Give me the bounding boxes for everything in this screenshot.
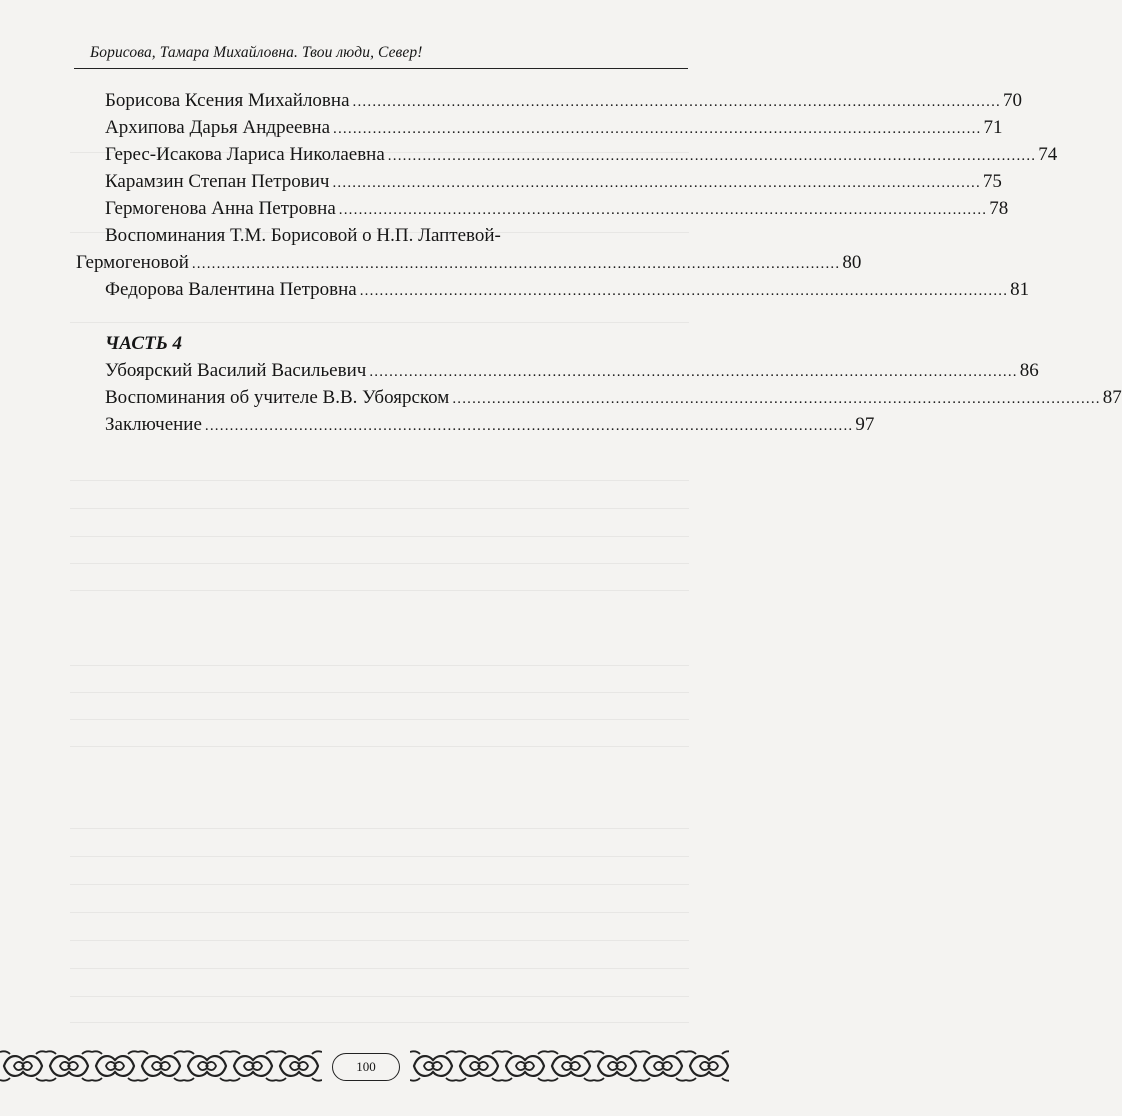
bleed-through-line <box>70 746 689 747</box>
toc-entry[interactable] <box>105 169 1002 195</box>
bleed-through-line <box>70 940 689 941</box>
bleed-through-line <box>70 692 689 693</box>
header-rule <box>74 68 688 69</box>
toc-entry-page: 75 <box>982 171 1002 192</box>
toc-entry[interactable] <box>105 88 1022 114</box>
toc-leader-dots: ................................................................................................................................... <box>352 94 1001 110</box>
toc-entry-page: 81 <box>1010 279 1030 300</box>
bleed-through-line <box>70 856 689 857</box>
toc-leader-dots: ................................................................................................................................... <box>338 202 988 218</box>
toc-entry-title: Архипова Дарья Андреевна <box>105 117 331 138</box>
toc-entry-wrapped-line1[interactable]: Воспоминания Т.М. Борисовой о Н.П. Лаптевой- <box>105 225 501 246</box>
toc-entry-title: Убоярский Василий Васильевич <box>105 360 367 381</box>
bleed-through-line <box>70 563 689 564</box>
bleed-through-line <box>70 828 689 829</box>
toc-entry[interactable] <box>105 115 1003 141</box>
page-number: 100 <box>356 1059 376 1074</box>
toc-entry[interactable] <box>105 196 1009 222</box>
toc-entry[interactable] <box>105 277 1030 303</box>
bleed-through-line <box>70 968 689 969</box>
toc-entry-page: 78 <box>989 198 1009 219</box>
toc-entry-title: Федорова Валентина Петровна <box>105 279 357 300</box>
toc-entry-title: Борисова Ксения Михайловна <box>105 90 350 111</box>
toc-entry-page: 86 <box>1019 360 1039 381</box>
toc-leader-dots: ................................................................................................................................... <box>452 391 1101 407</box>
toc-entry-page: 70 <box>1002 90 1022 111</box>
toc-leader-dots: ................................................................................................................................... <box>333 121 982 137</box>
toc-leader-dots: ................................................................................................................................... <box>359 283 1009 299</box>
toc-entry-title: Гермогеновой <box>76 252 189 273</box>
bleed-through-line <box>70 912 689 913</box>
toc-entry-page: 80 <box>842 252 862 273</box>
toc-entry-page: 71 <box>983 117 1003 138</box>
bleed-through-line <box>70 480 689 481</box>
bleed-through-line <box>70 884 689 885</box>
bleed-through-line <box>70 322 689 323</box>
toc-entry-page: 87 <box>1102 387 1122 408</box>
ornament-left <box>0 1048 322 1084</box>
bleed-through-line <box>70 1022 689 1023</box>
toc-entry-title: Карамзин Степан Петрович <box>105 171 330 192</box>
toc-entry-title: Воспоминания об учителе В.В. Убоярском <box>105 387 450 408</box>
bleed-through-line <box>70 665 689 666</box>
bleed-through-line <box>70 536 689 537</box>
toc-leader-dots: ................................................................................................................................... <box>204 418 854 434</box>
toc-entry[interactable] <box>105 412 875 438</box>
toc-leader-dots: ................................................................................................................................... <box>387 148 1037 164</box>
toc-entry[interactable] <box>105 358 1039 384</box>
bleed-through-line <box>70 508 689 509</box>
bleed-through-line <box>70 996 689 997</box>
toc-entry-title: Герес-Исакова Лариса Николаевна <box>105 144 385 165</box>
bleed-through-line <box>70 590 689 591</box>
toc-entry-title: Заключение <box>105 414 202 435</box>
bleed-through-line <box>70 719 689 720</box>
toc-leader-dots: ................................................................................................................................... <box>191 256 841 272</box>
running-header: Борисова, Тамара Михайловна. Твои люди, Север! <box>90 44 423 61</box>
toc-entry[interactable] <box>105 385 1122 411</box>
ornament-right <box>410 1048 729 1084</box>
toc-entry[interactable] <box>105 142 1058 168</box>
page-number-badge <box>332 1053 400 1081</box>
toc-entry-title: Гермогенова Анна Петровна <box>105 198 336 219</box>
part-heading: ЧАСТЬ 4 <box>105 333 182 354</box>
toc-leader-dots: ................................................................................................................................... <box>332 175 981 191</box>
toc-entry-page: 74 <box>1038 144 1058 165</box>
toc-entry-page: 97 <box>855 414 875 435</box>
toc-entry-wrapped-line2[interactable] <box>76 250 862 276</box>
toc-leader-dots: ................................................................................................................................... <box>369 364 1018 380</box>
